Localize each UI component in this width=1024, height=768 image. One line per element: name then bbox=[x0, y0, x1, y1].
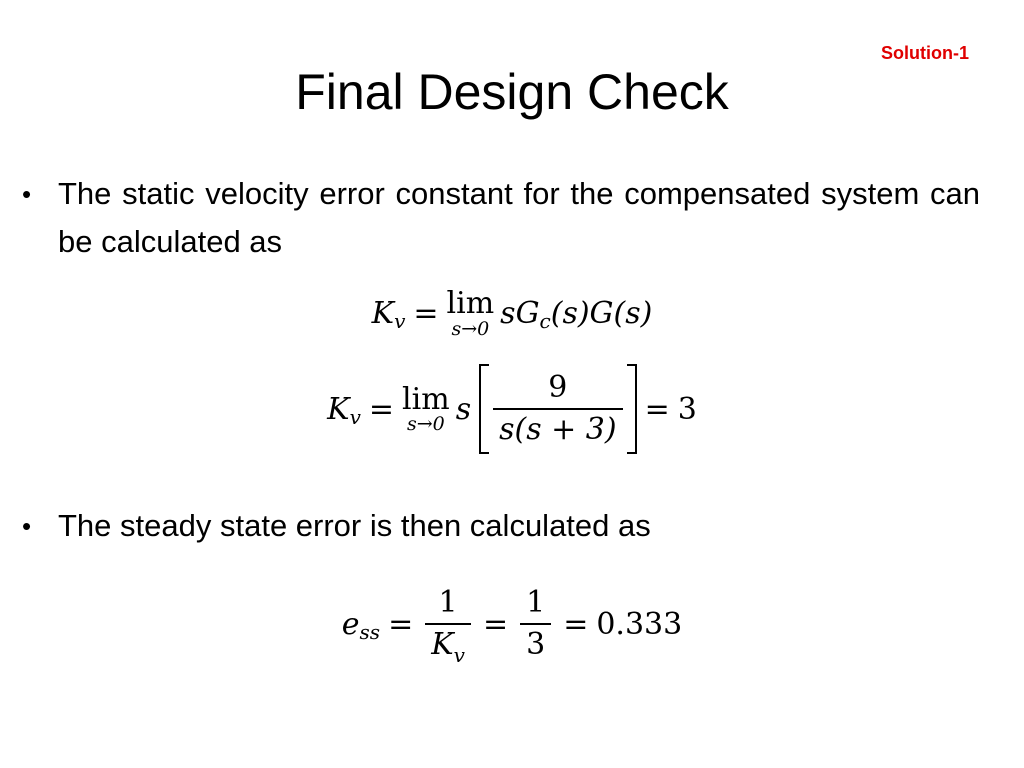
eq-result: 0.333 bbox=[596, 606, 683, 642]
fraction-numerator: 1 bbox=[526, 585, 546, 620]
eq-operator: = bbox=[644, 391, 670, 427]
eq-operator: = bbox=[368, 391, 395, 427]
eq-subscript: v bbox=[394, 309, 406, 334]
equation-steady-state-error bbox=[0, 585, 1024, 667]
fraction bbox=[493, 370, 623, 448]
limit-word: lim bbox=[402, 381, 450, 417]
fraction-denominator: s(s + 3) bbox=[499, 412, 617, 447]
limit-operator bbox=[447, 288, 495, 339]
limit-subscript: s→0 bbox=[451, 317, 490, 340]
eq-subscript: v bbox=[349, 405, 361, 429]
eq-term: (s)G(s) bbox=[550, 295, 653, 331]
bullet-icon: • bbox=[22, 179, 32, 209]
eq-operator: = bbox=[482, 606, 509, 642]
limit-operator bbox=[402, 381, 450, 436]
bullet-item bbox=[22, 502, 980, 550]
eq-symbol: K bbox=[371, 295, 395, 331]
eq-term: sG bbox=[500, 295, 540, 331]
limit-word: lim bbox=[446, 286, 495, 321]
bullet-icon: • bbox=[22, 511, 32, 541]
solution-tag: Solution-1 bbox=[881, 43, 969, 63]
eq-subscript: v bbox=[453, 643, 465, 667]
eq-operator: = bbox=[413, 295, 439, 331]
eq-symbol: e bbox=[341, 606, 360, 642]
eq-symbol: K bbox=[327, 391, 350, 427]
square-bracket bbox=[479, 370, 637, 448]
eq-result: 3 bbox=[677, 391, 697, 427]
eq-term: s bbox=[455, 391, 472, 427]
equation-kv-evaluation bbox=[0, 370, 1024, 448]
fraction bbox=[520, 585, 551, 663]
fraction-denominator: 3 bbox=[526, 627, 546, 662]
fraction-numerator: 9 bbox=[548, 370, 568, 405]
limit-subscript: s→0 bbox=[406, 413, 445, 436]
eq-symbol: K bbox=[431, 627, 454, 662]
eq-operator: = bbox=[563, 606, 589, 642]
equation-kv-definition bbox=[0, 288, 1024, 339]
fraction-numerator: 1 bbox=[438, 585, 458, 620]
eq-subscript: c bbox=[539, 309, 551, 334]
fraction-denominator bbox=[425, 625, 471, 667]
bullet-text: The static velocity error constant for the compensated system can be calculated as bbox=[58, 176, 980, 259]
eq-subscript: ss bbox=[359, 620, 381, 644]
bullet-item bbox=[22, 170, 980, 266]
eq-operator: = bbox=[388, 606, 414, 642]
slide-title: Final Design Check bbox=[295, 64, 729, 120]
fraction bbox=[425, 585, 471, 667]
bullet-text: The steady state error is then calculated as bbox=[58, 508, 651, 543]
